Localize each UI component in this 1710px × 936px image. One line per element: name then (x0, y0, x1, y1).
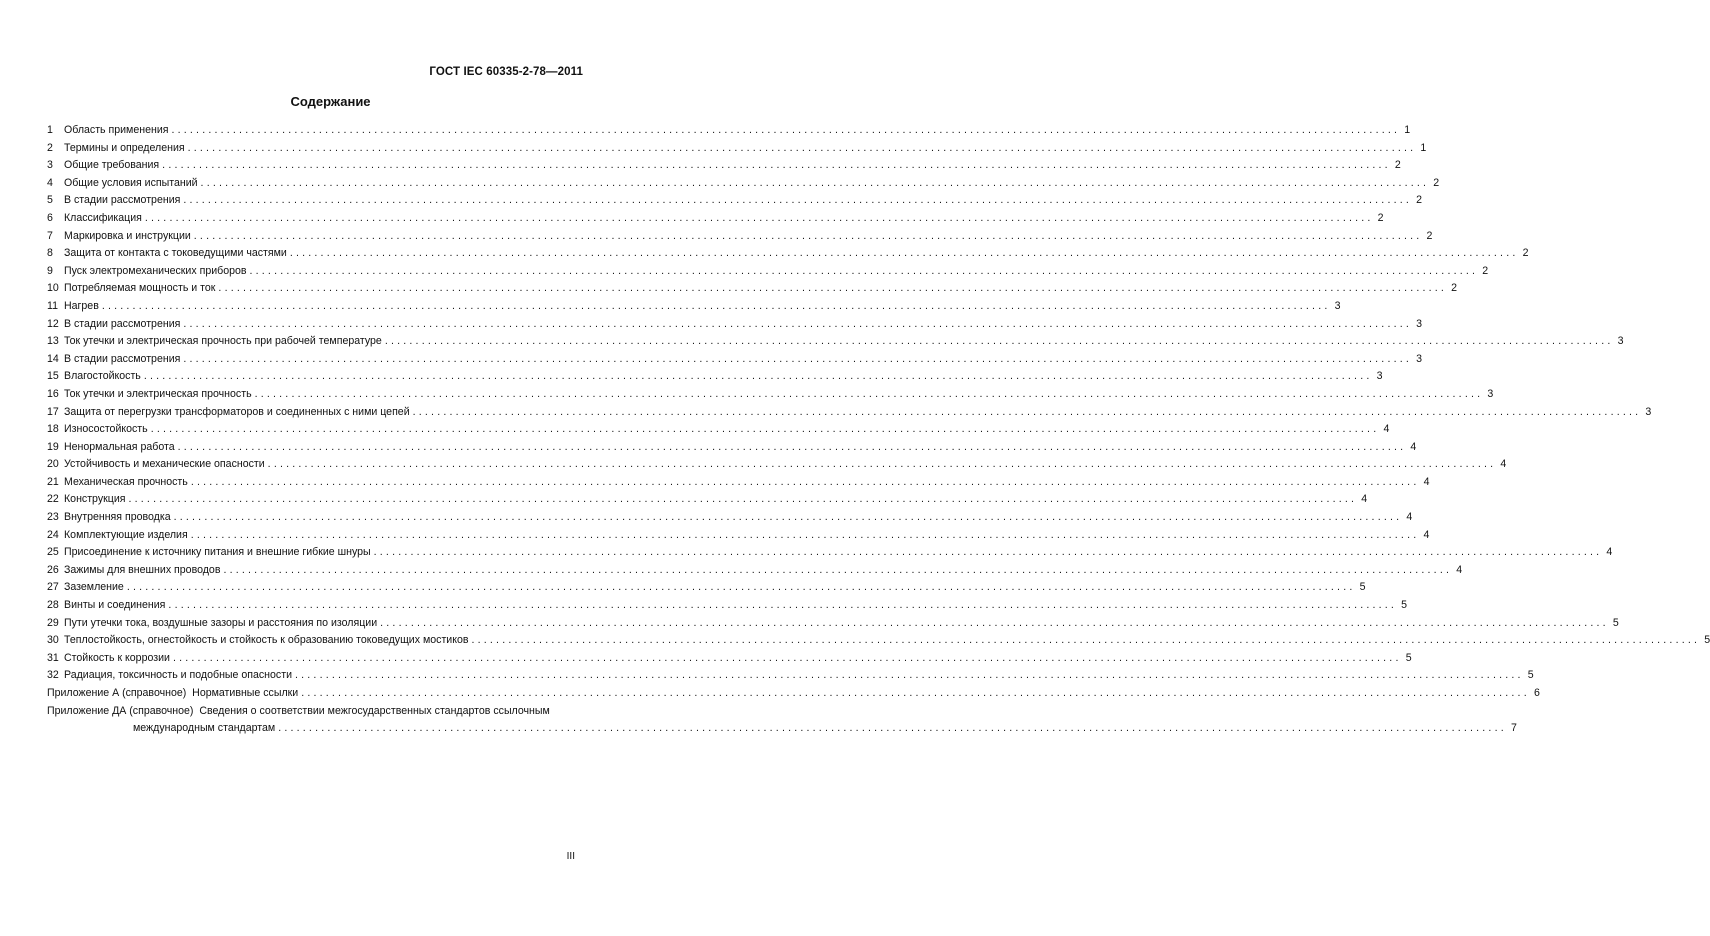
toc-entry[interactable]: 18 Износостойкость ........................................................................................................................................................................................................ 4 (47, 421, 584, 439)
toc-entry[interactable]: 3 Общие требования ........................................................................................................................................................................................................ 2 (47, 157, 584, 175)
toc-entry[interactable]: 19 Ненормальная работа ........................................................................................................................................................................................................ 4 (47, 439, 584, 457)
toc-entry-page: 3 (1334, 299, 1341, 312)
toc-entry-page: 5 (1405, 651, 1412, 664)
toc-entry-label: Теплостойкость, огнестойкость и стойкость к образованию токоведущих мостиков (64, 634, 469, 647)
toc-entry-label: Нагрев (64, 299, 99, 312)
toc-entry-label: Комплектующие изделия (64, 528, 188, 541)
toc-entry-page: 5 (1527, 669, 1534, 682)
toc-entry-number: 16 (47, 387, 59, 400)
toc-entry[interactable]: 15 Влагостойкость ........................................................................................................................................................................................................ 3 (47, 368, 584, 386)
toc-entry[interactable]: 21 Механическая прочность ........................................................................................................................................................................................................ 4 (47, 474, 584, 492)
toc-entry-label: Винты и соединения (64, 599, 166, 612)
toc-entry[interactable]: 29 Пути утечки тока, воздушные зазоры и расстояния по изоляции ........................................................................................................................................................................................................ 5 (47, 615, 584, 633)
toc-entry[interactable]: 7 Маркировка и инструкции ........................................................................................................................................................................................................ 2 (47, 228, 584, 246)
toc-entry-number: 2 (47, 141, 53, 154)
toc-entry-label: Общие требования (64, 159, 160, 172)
toc-entry[interactable]: 27 Заземление ........................................................................................................................................................................................................ 5 (47, 579, 584, 597)
toc-entry-number: 5 (47, 194, 53, 207)
toc-entry[interactable]: 17 Защита от перегрузки трансформаторов и соединенных с ними цепей ........................................................................................................................................................................................................ 3 (47, 404, 584, 422)
toc-entry-page: 4 (1406, 511, 1413, 524)
toc-entry-number: 9 (47, 264, 53, 277)
toc-entry-number: 19 (47, 440, 59, 453)
toc-entry-number: 20 (47, 458, 59, 471)
toc-entry[interactable]: 22 Конструкция ........................................................................................................................................................................................................ 4 (47, 491, 584, 509)
toc-entry[interactable]: 8 Защита от контакта с токоведущими частями ........................................................................................................................................................................................................ 2 (47, 245, 584, 263)
toc-entry-number: 13 (47, 335, 59, 348)
toc-entry-number: 32 (47, 669, 59, 682)
toc-entry-label: Ток утечки и электрическая прочность при рабочей температуре (64, 335, 382, 348)
toc-entry-page: 5 (1401, 599, 1408, 612)
toc-entry[interactable]: 5 В стадии рассмотрения ........................................................................................................................................................................................................ 2 (47, 192, 584, 210)
toc-entry-page: 2 (1482, 264, 1489, 277)
toc-entry-page: 5 (1612, 616, 1619, 629)
toc-entry[interactable]: 28 Винты и соединения ........................................................................................................................................................................................................ 5 (47, 597, 584, 615)
toc-entry-number: 4 (47, 176, 53, 189)
toc-entry-label: Классификация (64, 211, 142, 224)
toc-entry[interactable]: 13 Ток утечки и электрическая прочность при рабочей температуре ........................................................................................................................................................................................................ 3 (47, 333, 584, 351)
toc-entry-label: Зажимы для внешних проводов (64, 563, 221, 576)
toc-entry-page: 2 (1377, 211, 1384, 224)
toc-entry-page: 4 (1361, 493, 1368, 506)
toc-entry[interactable]: 6 Классификация ........................................................................................................................................................................................................ 2 (47, 210, 584, 228)
toc-entry-label: Стойкость к коррозии (64, 651, 170, 664)
toc-entry-page: 1 (1404, 124, 1411, 136)
toc-appendix-da-line2: международным стандартам (133, 722, 276, 735)
toc-entry-label: Защита от контакта с токоведущими частями (64, 247, 287, 260)
toc-entry[interactable]: 4 Общие условия испытаний ........................................................................................................................................................................................................ 2 (47, 175, 584, 193)
toc-entry-label: В стадии рассмотрения (64, 194, 181, 207)
toc-appendix-da-continuation[interactable]: международным стандартам ........................................................................................................................................................................................................ 7 (47, 720, 584, 738)
toc-entry-page: 4 (1383, 423, 1390, 436)
toc-entry-label: Пути утечки тока, воздушные зазоры и расстояния по изоляции (64, 616, 378, 629)
toc-entry-label: Защита от перегрузки трансформаторов и соединенных с ними цепей (64, 405, 410, 418)
toc-entry-label: Внутренняя проводка (64, 511, 171, 524)
toc-entry[interactable]: 31 Стойкость к коррозии ........................................................................................................................................................................................................ 5 (47, 650, 584, 668)
toc-entry-page: 3 (1376, 370, 1383, 383)
toc-entry-number: 22 (47, 493, 59, 506)
toc-entry-page: 4 (1423, 528, 1430, 541)
toc-entry-number: 28 (47, 599, 59, 612)
document-id: ГОСТ IEC 60335-2-78—2011 (429, 66, 583, 78)
toc-entry-page: 4 (1500, 458, 1507, 471)
toc-entry[interactable]: 26 Зажимы для внешних проводов ........................................................................................................................................................................................................ 4 (47, 562, 584, 580)
toc-entry-number: 25 (47, 546, 59, 559)
toc-entry[interactable]: 20 Устойчивость и механические опасности ........................................................................................................................................................................................................ 4 (47, 456, 584, 474)
toc-entry-page: 2 (1451, 282, 1458, 295)
toc-entry-number: 31 (47, 651, 59, 664)
table-of-contents (47, 122, 1710, 738)
toc-entry[interactable]: 16 Ток утечки и электрическая прочность ........................................................................................................................................................................................................ 3 (47, 386, 584, 404)
toc-entry-page: 5 (1704, 634, 1710, 647)
toc-entry-number: 14 (47, 352, 59, 365)
toc-appendix-da[interactable] (47, 703, 584, 721)
toc-entry[interactable]: 30 Теплостойкость, огнестойкость и стойкость к образованию токоведущих мостиков ........................................................................................................................................................................................................ 5 (47, 632, 584, 650)
toc-entry-page: 2 (1416, 194, 1423, 207)
toc-appendix-da-page: 7 (1510, 722, 1517, 735)
toc-appendix-da-line1: Приложение ДА (справочное) Сведения о соответствии межгосударственных стандартов ссылочным (47, 704, 550, 717)
toc-entry[interactable]: 23 Внутренняя проводка ........................................................................................................................................................................................................ 4 (47, 509, 584, 527)
toc-entry-number: 1 (47, 124, 53, 136)
toc-entry[interactable]: 32 Радиация, токсичность и подобные опасности ........................................................................................................................................................................................................ 5 (47, 667, 584, 685)
toc-entry-label: Радиация, токсичность и подобные опасности (64, 669, 292, 682)
toc-entry-label: Присоединение к источнику питания и внешние гибкие шнуры (64, 546, 371, 559)
toc-entry-label: Механическая прочность (64, 475, 188, 488)
toc-entry-number: 18 (47, 423, 59, 436)
toc-entry-number: 17 (47, 405, 59, 418)
toc-entry-label: В стадии рассмотрения (64, 352, 181, 365)
toc-entry-number: 6 (47, 211, 53, 224)
toc-entry-number: 26 (47, 563, 59, 576)
toc-entry-label: Термины и определения (64, 141, 185, 154)
toc-entry-label: Износостойкость (64, 423, 148, 436)
toc-entry-label: Ненормальная работа (64, 440, 175, 453)
toc-entry[interactable]: 25 Присоединение к источнику питания и внешние гибкие шнуры ........................................................................................................................................................................................................ 4 (47, 544, 584, 562)
toc-entry[interactable]: 10 Потребляемая мощность и ток ........................................................................................................................................................................................................ 2 (47, 280, 584, 298)
toc-entry-label: В стадии рассмотрения (64, 317, 181, 330)
toc-entry-page: 3 (1416, 317, 1423, 330)
toc-entry-number: 23 (47, 511, 59, 524)
toc-entry-number: 3 (47, 159, 53, 172)
toc-entry-page: 2 (1394, 159, 1401, 172)
toc-entry-label: Заземление (64, 581, 124, 594)
toc-entry-page: 4 (1410, 440, 1417, 453)
toc-entry-number: 21 (47, 475, 59, 488)
toc-entry[interactable]: 11 Нагрев ........................................................................................................................................................................................................ 3 (47, 298, 584, 316)
toc-entry[interactable]: 9 Пуск электромеханических приборов ........................................................................................................................................................................................................ 2 (47, 263, 584, 281)
toc-entry-page: 5 (1359, 581, 1366, 594)
toc-entry-label: Общие условия испытаний (64, 176, 198, 189)
toc-entry[interactable]: 14 В стадии рассмотрения ........................................................................................................................................................................................................ 3 (47, 351, 584, 369)
toc-entry-label: Ток утечки и электрическая прочность (64, 387, 252, 400)
toc-entry-number: 10 (47, 282, 59, 295)
toc-entry-number: 7 (47, 229, 53, 242)
toc-entry-number: 27 (47, 581, 59, 594)
toc-entry-label: Маркировка и инструкции (64, 229, 191, 242)
toc-entry[interactable]: 1 Область применения ........................................................................................................................................................................................................ 1 (47, 122, 584, 140)
toc-appendix-a-label: Приложение А (справочное) Нормативные ссылки (47, 687, 299, 699)
toc-entry-number: 24 (47, 528, 59, 541)
toc-entry-page: 2 (1433, 176, 1440, 189)
toc-entry-label: Влагостойкость (64, 370, 141, 383)
toc-entry[interactable]: 12 В стадии рассмотрения ........................................................................................................................................................................................................ 3 (47, 316, 584, 334)
toc-entry-number: 30 (47, 634, 59, 647)
toc-entry-page: 3 (1617, 335, 1624, 348)
toc-appendix-a[interactable]: Приложение А (справочное) Нормативные ссылки ........................................................................................................................................................................................................ 6 (47, 685, 584, 703)
toc-entry-page: 2 (1522, 247, 1529, 260)
toc-entry-page: 4 (1606, 546, 1613, 559)
toc-entry-page: 4 (1456, 563, 1463, 576)
toc-entry-label: Потребляемая мощность и ток (64, 282, 216, 295)
toc-entry-number: 11 (47, 299, 58, 312)
toc-entry-number: 12 (47, 317, 59, 330)
toc-entry[interactable]: 2 Термины и определения ........................................................................................................................................................................................................ 1 (47, 140, 584, 158)
toc-entry-page: 1 (1420, 141, 1427, 154)
toc-entry-label: Устойчивость и механические опасности (64, 458, 265, 471)
toc-entry-number: 29 (47, 616, 59, 629)
toc-appendix-a-page: 6 (1533, 687, 1540, 699)
toc-entry-label: Область применения (64, 124, 169, 136)
toc-entry-number: 8 (47, 247, 53, 260)
toc-title: Содержание (290, 94, 371, 109)
toc-entry-label: Пуск электромеханических приборов (64, 264, 247, 277)
toc-entry-label: Конструкция (64, 493, 126, 506)
page-number: III (566, 851, 575, 862)
toc-entry-page: 3 (1645, 405, 1652, 418)
toc-entry-page: 4 (1423, 475, 1430, 488)
toc-entry-page: 3 (1487, 387, 1494, 400)
toc-entry-number: 15 (47, 370, 59, 383)
toc-entry-page: 3 (1416, 352, 1423, 365)
toc-entry[interactable]: 24 Комплектующие изделия ........................................................................................................................................................................................................ 4 (47, 527, 584, 545)
toc-entry-page: 2 (1426, 229, 1433, 242)
